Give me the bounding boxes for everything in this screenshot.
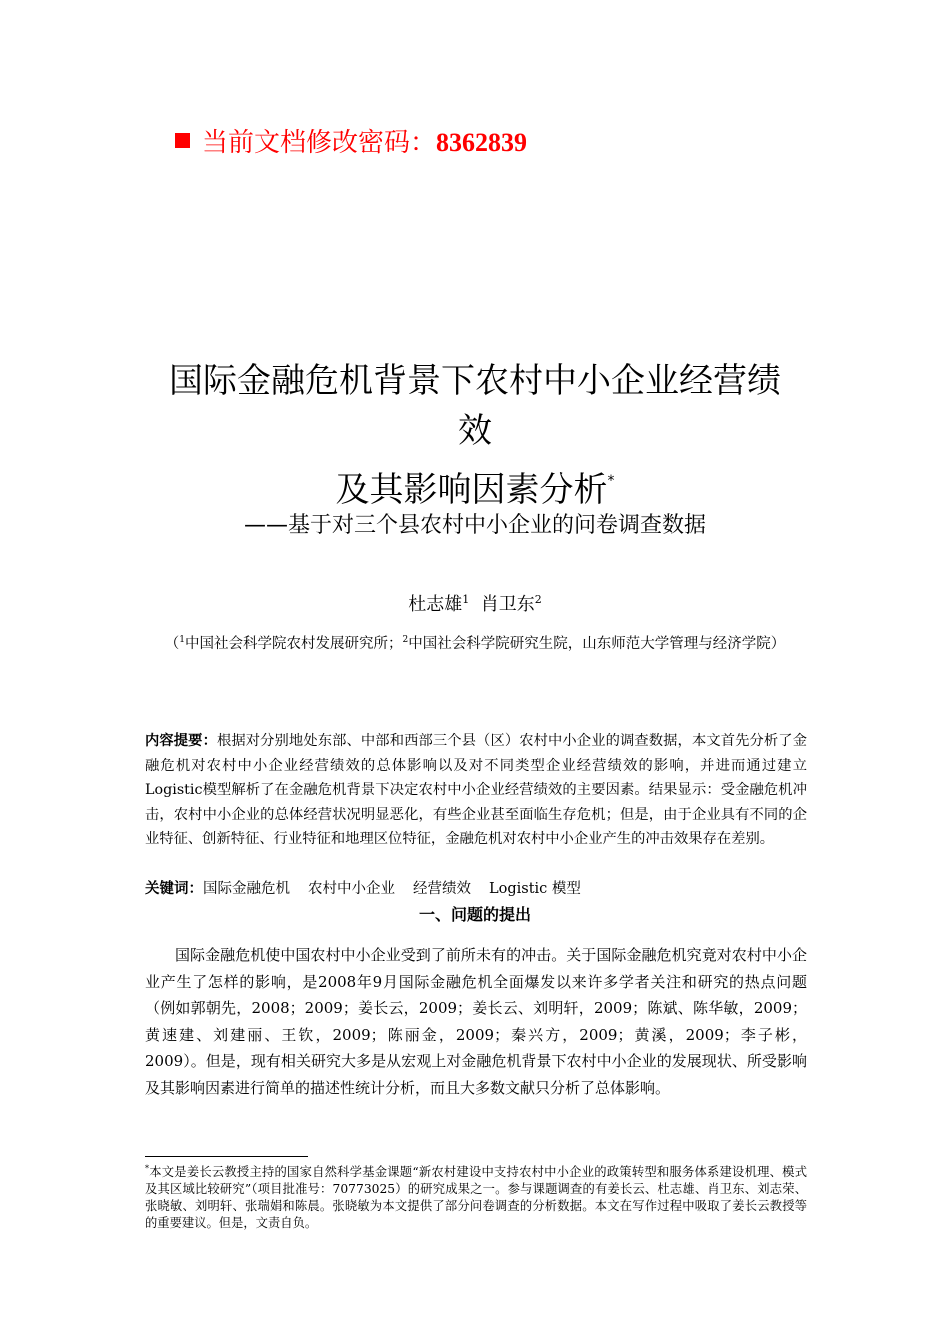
square-bullet-icon bbox=[175, 133, 190, 148]
subtitle: ——基于对三个县农村中小企业的问卷调查数据 bbox=[243, 513, 706, 538]
abstract-label: 内容提要： bbox=[145, 733, 217, 749]
password-label: 当前文档修改密码： bbox=[202, 128, 437, 158]
affil-sup-2: 2 bbox=[402, 635, 409, 645]
author-1-affil: 1 bbox=[462, 593, 470, 606]
title-line-3-text: 及其影响因素分析 bbox=[335, 470, 608, 510]
author-2: 肖卫东 bbox=[480, 594, 535, 615]
password-notice bbox=[175, 122, 527, 159]
title-line-3 bbox=[145, 456, 805, 515]
password-code: 8362839 bbox=[436, 128, 528, 157]
section-heading: 一、问题的提出 bbox=[418, 905, 531, 924]
keyword-item: Logistic 模型 bbox=[489, 881, 581, 897]
keywords-label: 关键词： bbox=[145, 881, 203, 897]
affil-open: （ bbox=[164, 635, 180, 652]
title-line-1: 国际金融危机背景下农村中小企业经营绩 bbox=[169, 361, 781, 401]
author-1: 杜志雄 bbox=[408, 594, 463, 615]
keyword-item: 经营绩效 bbox=[413, 881, 471, 897]
body-paragraph: 国际金融危机使中国农村中小企业受到了前所未有的冲击。关于国际金融危机究竟对农村中小企业产生了怎样的影响，是2008年9月国际金融危机全面爆发以来许多学者关注和研究的热点问题（例如郭朝先，2008；2009；姜长云，2009；姜长云、刘明轩，2009；陈斌、陈华敏，2009；黄速建、刘建丽、王钦，2009；陈丽金，2009；秦兴方，2009；黄溪，2009；李子彬，2009）。但是，现有相关研究大多是从宏观上对金融危机背景下农村中小企业的发展现状、所受影响及其影响因素进行简单的描述性统计分析，而且大多数文献只分析了总体影响。 bbox=[145, 946, 807, 1097]
title-footnote-mark: * bbox=[607, 473, 615, 489]
footnote-text: 本文是姜长云教授主持的国家自然科学基金课题“新农村建设中支持农村中小企业的政策转型和服务体系建设机理、模式及其区域比较研究”（项目批准号：70773025）的研究成果之一。参与课题调查的有姜长云、杜志雄、肖卫东、刘志荣、张晓敏、刘明轩、张瑞娟和陈晨。张晓敏为本文提供了部分问卷调查的分析数据。本文在写作过程中吸取了姜长云教授等的重要建议。但是，文责自负。 bbox=[145, 1165, 807, 1231]
footnote bbox=[145, 1160, 807, 1232]
footnote-mark: * bbox=[145, 1164, 149, 1173]
authors bbox=[145, 590, 805, 616]
keyword-item: 农村中小企业 bbox=[308, 881, 395, 897]
affil-sup-1: 1 bbox=[179, 635, 185, 645]
author-2-affil: 2 bbox=[534, 593, 542, 606]
affiliations bbox=[145, 628, 805, 657]
footnote-divider bbox=[145, 1156, 308, 1157]
abstract-text: 根据对分别地处东部、中部和西部三个县（区）农村中小企业的调查数据，本文首先分析了金融危机对农村中小企业经营绩效的总体影响以及对不同类型企业经营绩效的影响，并进而通过建立Logistic模型解析了在金融危机背景下决定农村中小企业经营绩效的主要因素。结果显示：受金融危机冲击，农村中小企业的总体经营状况明显恶化，有些企业甚至面临生存危机；但是，由于企业具有不同的企业特征、创新特征、行业特征和地理区位特征，金融危机对农村中小企业产生的冲击效果存在差别。 bbox=[145, 733, 807, 847]
keyword-item: 国际金融危机 bbox=[203, 881, 290, 897]
affil-1: 中国社会科学院农村发展研究所； bbox=[185, 635, 403, 652]
abstract bbox=[145, 729, 807, 852]
title-line-2: 效 bbox=[458, 411, 492, 451]
affil-2: 中国社会科学院研究生院，山东师范大学管理与经济学院） bbox=[408, 635, 786, 652]
keywords bbox=[145, 877, 581, 898]
